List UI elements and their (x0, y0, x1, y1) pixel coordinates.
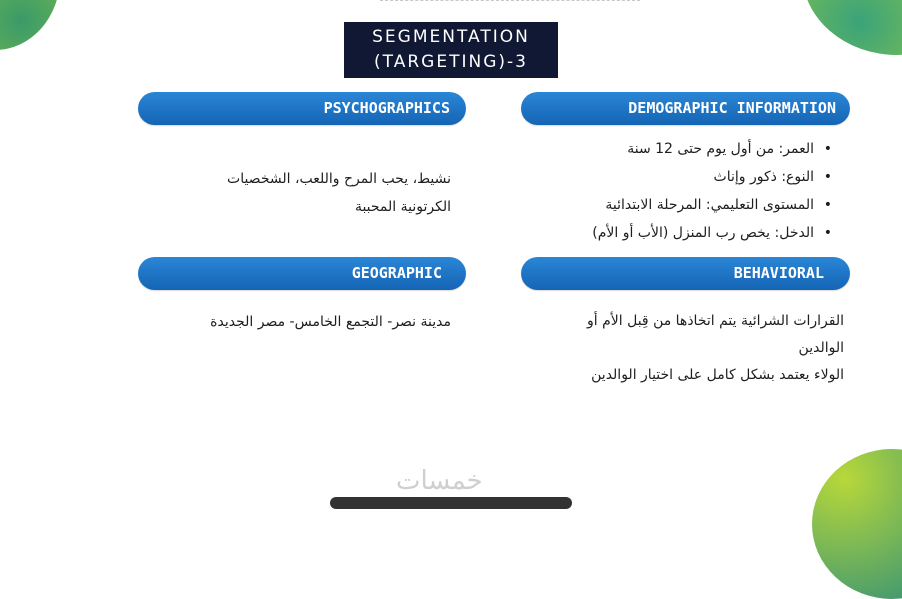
slide-title-line1: SEGMENTATION (372, 27, 530, 47)
decorative-green-blob-bottom-right (812, 449, 902, 599)
decorative-green-blob-top-left (0, 0, 60, 50)
bottom-toolbar-edge (330, 497, 572, 509)
demographic-item-income: • الدخل: يخص رب المنزل (الأب أو الأم) (514, 219, 814, 247)
psychographics-line-2: الكرتونية المحببة (354, 199, 451, 215)
geographic-text: مدينة نصر- التجمع الخامس- مصر الجديدة (210, 314, 451, 330)
geographic-heading-pill (138, 257, 466, 290)
geographic-heading: GEOGRAPHIC (351, 264, 442, 282)
psychographics-heading: PSYCHOGRAPHICS (323, 99, 450, 117)
top-edge-divider (380, 0, 640, 4)
behavioral-heading-pill (521, 257, 850, 290)
demographic-heading: DEMOGRAPHIC INFORMATION (628, 99, 836, 117)
psychographics-text (131, 165, 451, 221)
behavioral-heading: BEHAVIORAL (733, 264, 824, 282)
slide-title (344, 22, 558, 78)
slide-title-line2: (TARGETING)-3 (374, 52, 528, 72)
behavioral-line-3: الولاء يعتمد بشكل كامل على اختيار الوالدين (591, 367, 844, 383)
demographic-item-education: • المستوى التعليمي: المرحلة الابتدائية (514, 191, 814, 219)
behavioral-text (524, 308, 844, 389)
behavioral-line-1: القرارات الشرائية يتم اتخاذها من قِبل الأم أو (587, 313, 844, 329)
psychographics-line-1: نشيط، يحب المرح واللعب، الشخصيات (227, 171, 451, 187)
psychographics-heading-pill (138, 92, 466, 125)
demographic-item-age: • العمر: من أول يوم حتى 12 سنة (514, 135, 814, 163)
demographic-list (514, 135, 832, 247)
decorative-green-blob-top-right (802, 0, 902, 55)
demographic-heading-pill (521, 92, 850, 125)
demographic-item-gender: • النوع: ذكور وإناث (514, 163, 814, 191)
behavioral-line-2: الوالدين (798, 340, 844, 356)
khamsat-watermark: خمسات (396, 466, 483, 496)
